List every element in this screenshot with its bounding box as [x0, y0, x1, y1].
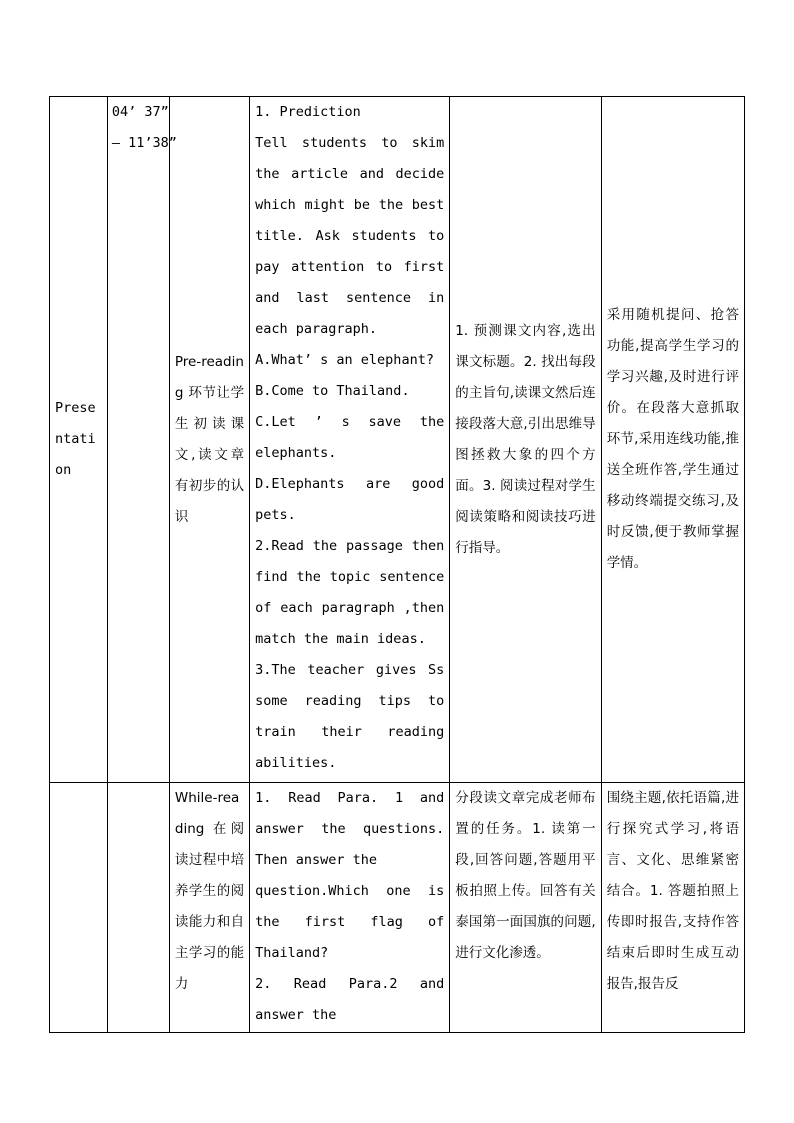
activity-line: pay attention to first: [255, 259, 445, 275]
activity-line: answer the questions.: [255, 821, 445, 837]
activities-text: [255, 97, 444, 779]
activity-line: train their reading: [255, 724, 445, 740]
time-cell: [107, 97, 177, 783]
activity-line: some reading tips to: [255, 693, 445, 709]
tech-text: 采用随机提问、抢答功能,提高学生学习的学习兴趣,及时进行评价。在段落大意抓取环节,采用连线功能,推送全班作答,学生通过移动终端提交练习,及时反馈,便于教师掌握学情。: [606, 307, 739, 571]
activity-line: Then answer the: [255, 852, 378, 868]
activity-line: which might be the best: [255, 197, 445, 213]
stage-text: Prese: [55, 400, 96, 416]
tech-cell: [601, 783, 744, 1033]
goal-cell: [169, 97, 249, 783]
time-cell: [107, 783, 169, 1033]
stage-text: ntati: [55, 431, 96, 447]
activity-line: the first flag of: [255, 914, 445, 930]
activities-text: [255, 783, 444, 1031]
activity-line: C.Let ’ s save the: [255, 414, 445, 430]
activity-line: of each paragraph ,then: [255, 600, 445, 616]
time-text: 04’ 37”: [111, 104, 169, 120]
student-activity-cell: [450, 97, 601, 783]
student-activity-text: 分段读文章完成老师布置的任务。1. 读第一段,回答问题,答题用平板拍照上传。回答有关泰国第一面国旗的问题,进行文化渗透。: [455, 790, 596, 961]
activities-cell: [250, 783, 450, 1033]
activity-line: A.What’ s an elephant?: [255, 352, 434, 368]
activity-line: Tell students to skim: [255, 135, 445, 151]
activity-line: elephants.: [255, 445, 337, 461]
stage-cell: [50, 97, 108, 783]
activity-line: title. Ask students to: [255, 228, 445, 244]
goal-text: While-reading 在阅读过程中培养学生的阅读能力和自主学习的能力: [174, 790, 245, 992]
activity-line: 1. Prediction: [255, 104, 361, 120]
activity-line: pets.: [255, 507, 296, 523]
activity-line: match the main ideas.: [255, 631, 426, 647]
goal-cell: [169, 783, 249, 1033]
activity-line: 1. Read Para. 1 and: [255, 790, 445, 806]
activity-line: 2.Read the passage then: [255, 538, 445, 554]
activity-line: the article and decide: [255, 166, 445, 182]
stage-cell: [50, 783, 108, 1033]
stage-text: on: [55, 462, 72, 478]
activity-line: and last sentence in: [255, 290, 445, 306]
student-activity-cell: [450, 783, 601, 1033]
lesson-plan-table: [49, 96, 745, 1033]
table-row: [50, 97, 745, 783]
student-activity-text: 1. 预测课文内容,选出课文标题。2. 找出每段的主旨句,读课文然后连接段落大意,引出思维导图拯救大象的四个方面。3. 阅读过程对学生阅读策略和阅读技巧进行指导。: [455, 322, 596, 556]
tech-cell: [601, 97, 744, 783]
activity-line: each paragraph.: [255, 321, 378, 337]
activity-line: 2. Read Para.2 and: [255, 976, 445, 992]
activity-line: abilities.: [255, 755, 337, 771]
table-row: [50, 783, 745, 1033]
activity-line: answer the: [255, 1007, 337, 1023]
activity-line: B.Come to Thailand.: [255, 383, 410, 399]
activity-line: find the topic sentence: [255, 569, 445, 585]
activity-line: D.Elephants are good: [255, 476, 445, 492]
activity-line: 3.The teacher gives Ss: [255, 662, 445, 678]
activity-line: Thailand?: [255, 945, 329, 961]
activities-cell: [250, 97, 450, 783]
activity-line: question.Which one is: [255, 883, 445, 899]
goal-text: Pre-reading 环节让学生初读课文,读文章有初步的认识: [174, 353, 245, 525]
tech-text: 围绕主题,依托语篇,进行探究式学习,将语言、文化、思维紧密结合。1. 答题拍照上传即时报告,支持作答结束后即时生成互动报告,报告反: [606, 790, 739, 992]
time-text: – 11’38”: [111, 135, 177, 151]
